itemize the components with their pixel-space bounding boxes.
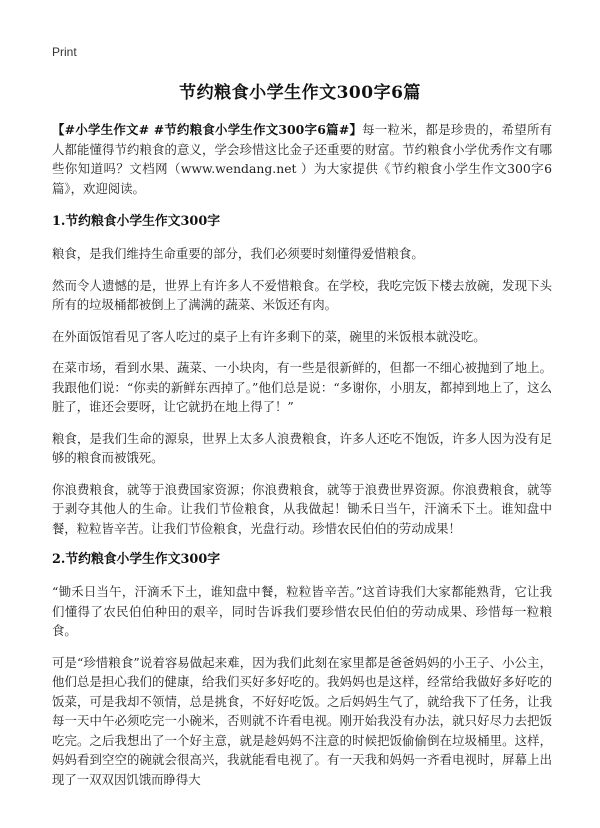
section-heading-2: 2.节约粮食小学生作文300字	[52, 552, 221, 567]
paragraph: 在外面饭馆看见了客人吃过的桌子上有许多剩下的菜，碗里的米饭根本就没吃。	[52, 328, 486, 344]
paragraph: 粮食，是我们生命的源泉，世界上太多人浪费粮食，许多人还吃不饱饭，许多人因为没有足够的粮食而被饿死。	[52, 430, 552, 465]
intro-text: 每一粒米，都是珍贵的，希望所有人都能懂得节约粮食的意义，学会珍惜这比金子还重要的财富。节约粮食小学优秀作文有哪些你知道吗？文档网（www.wendang.net ）为大家提供《节约粮食小学生作文300字6篇》，欢迎阅读。	[52, 122, 553, 196]
document-body	[52, 120, 552, 801]
paragraph: 粮食，是我们维持生命重要的部分，我们必须要时刻懂得爱惜粮食。	[52, 246, 424, 261]
page-title: 节约粮食小学生作文300字6篇	[179, 83, 421, 103]
paragraph: 可是“珍惜粮食”说着容易做起来难，因为我们此刻在家里都是爸爸妈妈的小王子、小公主，他们总是担心我们的健康，给我们买好多好吃的。我妈妈也是这样，经常给我做好多好吃的饭菜，可是我却不领情，总是挑食，不好好吃饭。之后妈妈生气了，就给我下了任务，让我每一天中午必须吃完一小碗米，否则就不许看电视。刚开始我没有办法，就只好尽力去把饭吃完。之后我想出了一个好主意，就是趁妈妈不注意的时候把饭偷偷倒在垃圾桶里。这样，妈妈看到空空的碗就会很高兴，我就能看电视了。有一天我和妈妈一齐看电视时，屏幕上出现了一双双因饥饿而睁得大	[52, 654, 552, 787]
intro-paragraph	[52, 120, 552, 198]
section-heading-1: 1.节约粮食小学生作文300字	[52, 214, 221, 229]
paragraph: 在菜市场，看到水果、蔬菜、一小块肉，有一些是很新鲜的，但都一不细心被抛到了地上。我跟他们说：“你卖的新鲜东西掉了。”他们总是说：“多谢你，小朋友，都掉到地上了，这么脏了，谁还会要呀，让它就扔在地上得了！”	[52, 360, 552, 414]
paragraph: 你浪费粮食，就等于浪费国家资源；你浪费粮食，就等于浪费世界资源。你浪费粮食，就等于剥夺其他人的生命。让我们节俭粮食，从我做起！锄禾日当午，汗滴禾下土。谁知盘中餐，粒粒皆辛苦。让我们节俭粮食，光盘行动。珍惜农民伯伯的劳动成果！	[52, 481, 552, 536]
intro-tags: 【#小学生作文# #节约粮食小学生作文300字6篇#】	[52, 122, 363, 137]
paragraph: “锄禾日当午，汗滴禾下土，谁知盘中餐，粒粒皆辛苦。”这首诗我们大家都能熟背，它让我们懂得了农民伯伯种田的艰辛，同时告诉我们要珍惜农民伯伯的劳动成果、珍惜每一粒粮食。	[52, 584, 552, 638]
print-label[interactable]: Print	[52, 45, 77, 59]
paragraph: 然而令人遗憾的是，世界上有许多人不爱惜粮食。在学校，我吃完饭下楼去放碗，发现下头所有的垃圾桶都被倒上了满满的蔬菜、米饭还有肉。	[52, 277, 552, 312]
